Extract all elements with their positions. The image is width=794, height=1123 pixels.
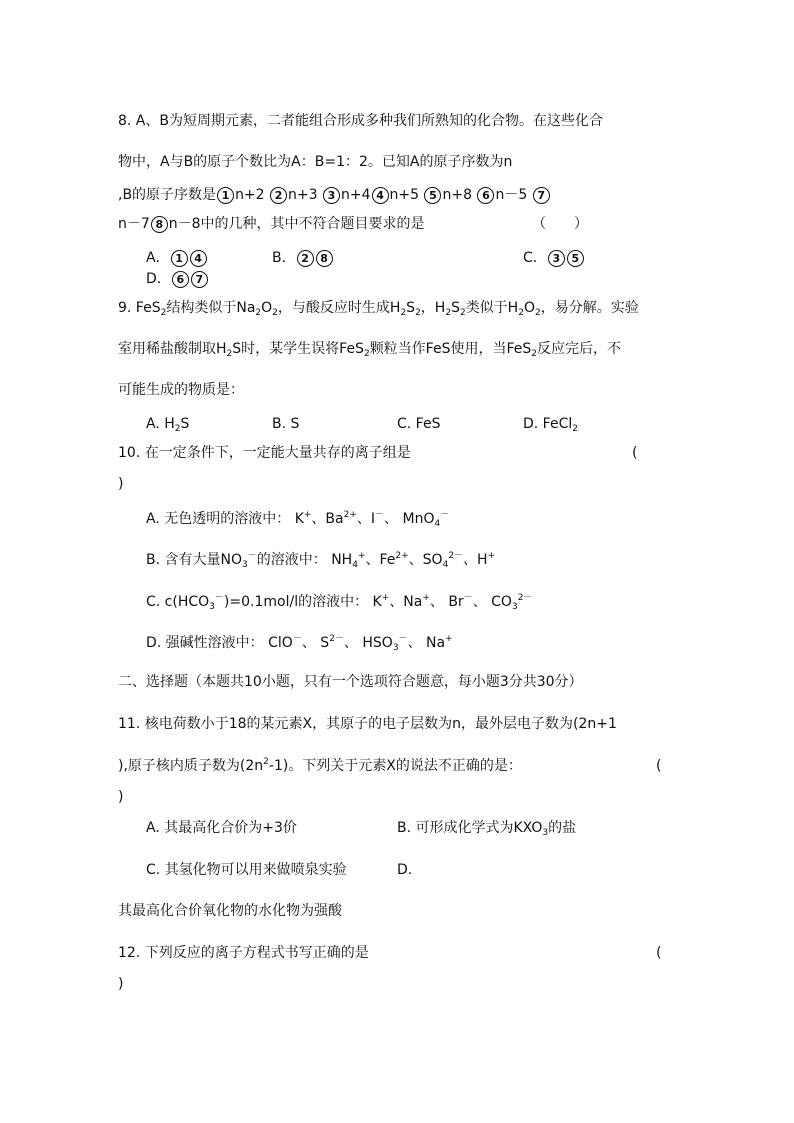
q9-option-d[interactable]: D. FeCl$_2$ xyxy=(523,416,578,434)
q8-option-b[interactable]: B． 2 8 xyxy=(272,249,334,267)
q11-line1: 11. 核电荷数小于18的某元素X，其原子的电子层数为n，最外层电子数为(2n+1 xyxy=(118,716,617,732)
q11-left-paren: ( xyxy=(656,758,662,774)
q11-option-d[interactable]: D. xyxy=(397,862,413,878)
q8-answer-paren: （ ） xyxy=(532,216,588,232)
q8-line1: 8. A、B为短周期元素，二者能组合形成多种我们所熟知的化合物。在这些化合 xyxy=(118,113,603,129)
q9-option-a[interactable]: A. $H_2S$ xyxy=(146,416,190,434)
q8-option-d[interactable]: D． 6 7 xyxy=(146,270,209,288)
circled-number-2: 2 xyxy=(297,250,314,267)
q10-right-paren: ) xyxy=(118,476,124,492)
q10-option-a[interactable]: A. 无色透明的溶液中： K+、$Ba^{2+}$、I－、 MnO$_4$－ xyxy=(146,510,450,529)
q10-option-d[interactable]: D. 强碱性溶液中： ClO－、 $S^{2-}$、 $HSO_3^-$、 Na+ xyxy=(146,634,453,653)
circled-number-6: 6 xyxy=(477,187,494,204)
q12-left-paren: ( xyxy=(656,945,662,961)
circled-number-1: 1 xyxy=(217,187,234,204)
circled-number-8: 8 xyxy=(151,216,168,233)
q10-left-paren: ( xyxy=(632,445,638,461)
q8-option-a[interactable]: A． 1 4 xyxy=(146,249,208,267)
circled-number-4: 4 xyxy=(372,187,389,204)
circled-number-2: 2 xyxy=(270,187,287,204)
section-heading: 二、选择题（本题共10小题，只有一个选项符合题意，每小题3分共30分） xyxy=(118,674,583,690)
circled-number-5: 5 xyxy=(567,250,584,267)
q8-option-c[interactable]: C． 3 5 xyxy=(523,249,585,267)
q10-option-c[interactable]: C. $c(HCO_3^-)=0.1mol/l$的溶液中： K+、Na+、 Br－、 $CO_3^{2-}$ xyxy=(146,593,533,612)
q9-line2: 室用稀盐酸制取$H_2S$时，某学生误将FeS$_2$颗粒当作FeS使用，当FeS$_2$反应完后，不 xyxy=(118,341,621,359)
q10-line1: 10. 在一定条件下，一定能大量共存的离子组是 xyxy=(118,445,411,461)
q11-line2: ),原子核内质子数为$(2n^2-1)$。下列关于元素X的说法不正确的是： xyxy=(118,757,522,774)
q11-right-paren: ) xyxy=(118,789,124,805)
q9-option-c[interactable]: C. FeS xyxy=(397,416,441,432)
q8-line2: 物中，A与B的原子个数比为A：B=1：2。已知A的原子序数为n xyxy=(118,154,513,170)
circled-number-7: 7 xyxy=(533,187,550,204)
circled-number-1: 1 xyxy=(171,250,188,267)
q9-line3: 可能生成的物质是： xyxy=(118,382,244,398)
circled-number-5: 5 xyxy=(424,187,441,204)
circled-number-4: 4 xyxy=(190,250,207,267)
q12-right-paren: ) xyxy=(118,976,124,992)
q10-option-b[interactable]: B. 含有大量$NO_3^-$的溶液中： $NH_4^+$、$Fe^{2+}$、$SO_4^{2-}$、H+ xyxy=(146,551,496,570)
q12-line1: 12. 下列反应的离子方程式书写正确的是 xyxy=(118,945,369,961)
q9-option-b[interactable]: B. S xyxy=(272,416,300,432)
circled-number-6: 6 xyxy=(172,271,189,288)
circled-number-7: 7 xyxy=(191,271,208,288)
q8-line4: n－7 8 n－8中的几种，其中不符合题目要求的是 xyxy=(118,216,425,232)
circled-number-3: 3 xyxy=(323,187,340,204)
q11-option-d-text: 其最高化合价氧化物的水化物为强酸 xyxy=(118,903,342,919)
circled-number-3: 3 xyxy=(548,250,565,267)
circled-number-8: 8 xyxy=(316,250,333,267)
q8-line3: ,B的原子序数是 1 n+2 2 n+3 3 n+4 4 n+5 5 n+8 6 n－5 7 xyxy=(118,186,551,204)
q9-line1: 9. FeS$_2$结构类似于$Na_2O_2$，与酸反应时生成$H_2S_2$，$H_2S_2$类似于$H_2O_2$，易分解。实验 xyxy=(118,300,639,318)
q11-option-a[interactable]: A. 其最高化合价为+3价 xyxy=(146,820,297,836)
q11-option-b[interactable]: B. 可形成化学式为$KXO_3$的盐 xyxy=(397,820,577,838)
q11-option-c[interactable]: C. 其氢化物可以用来做喷泉实验 xyxy=(146,862,347,878)
